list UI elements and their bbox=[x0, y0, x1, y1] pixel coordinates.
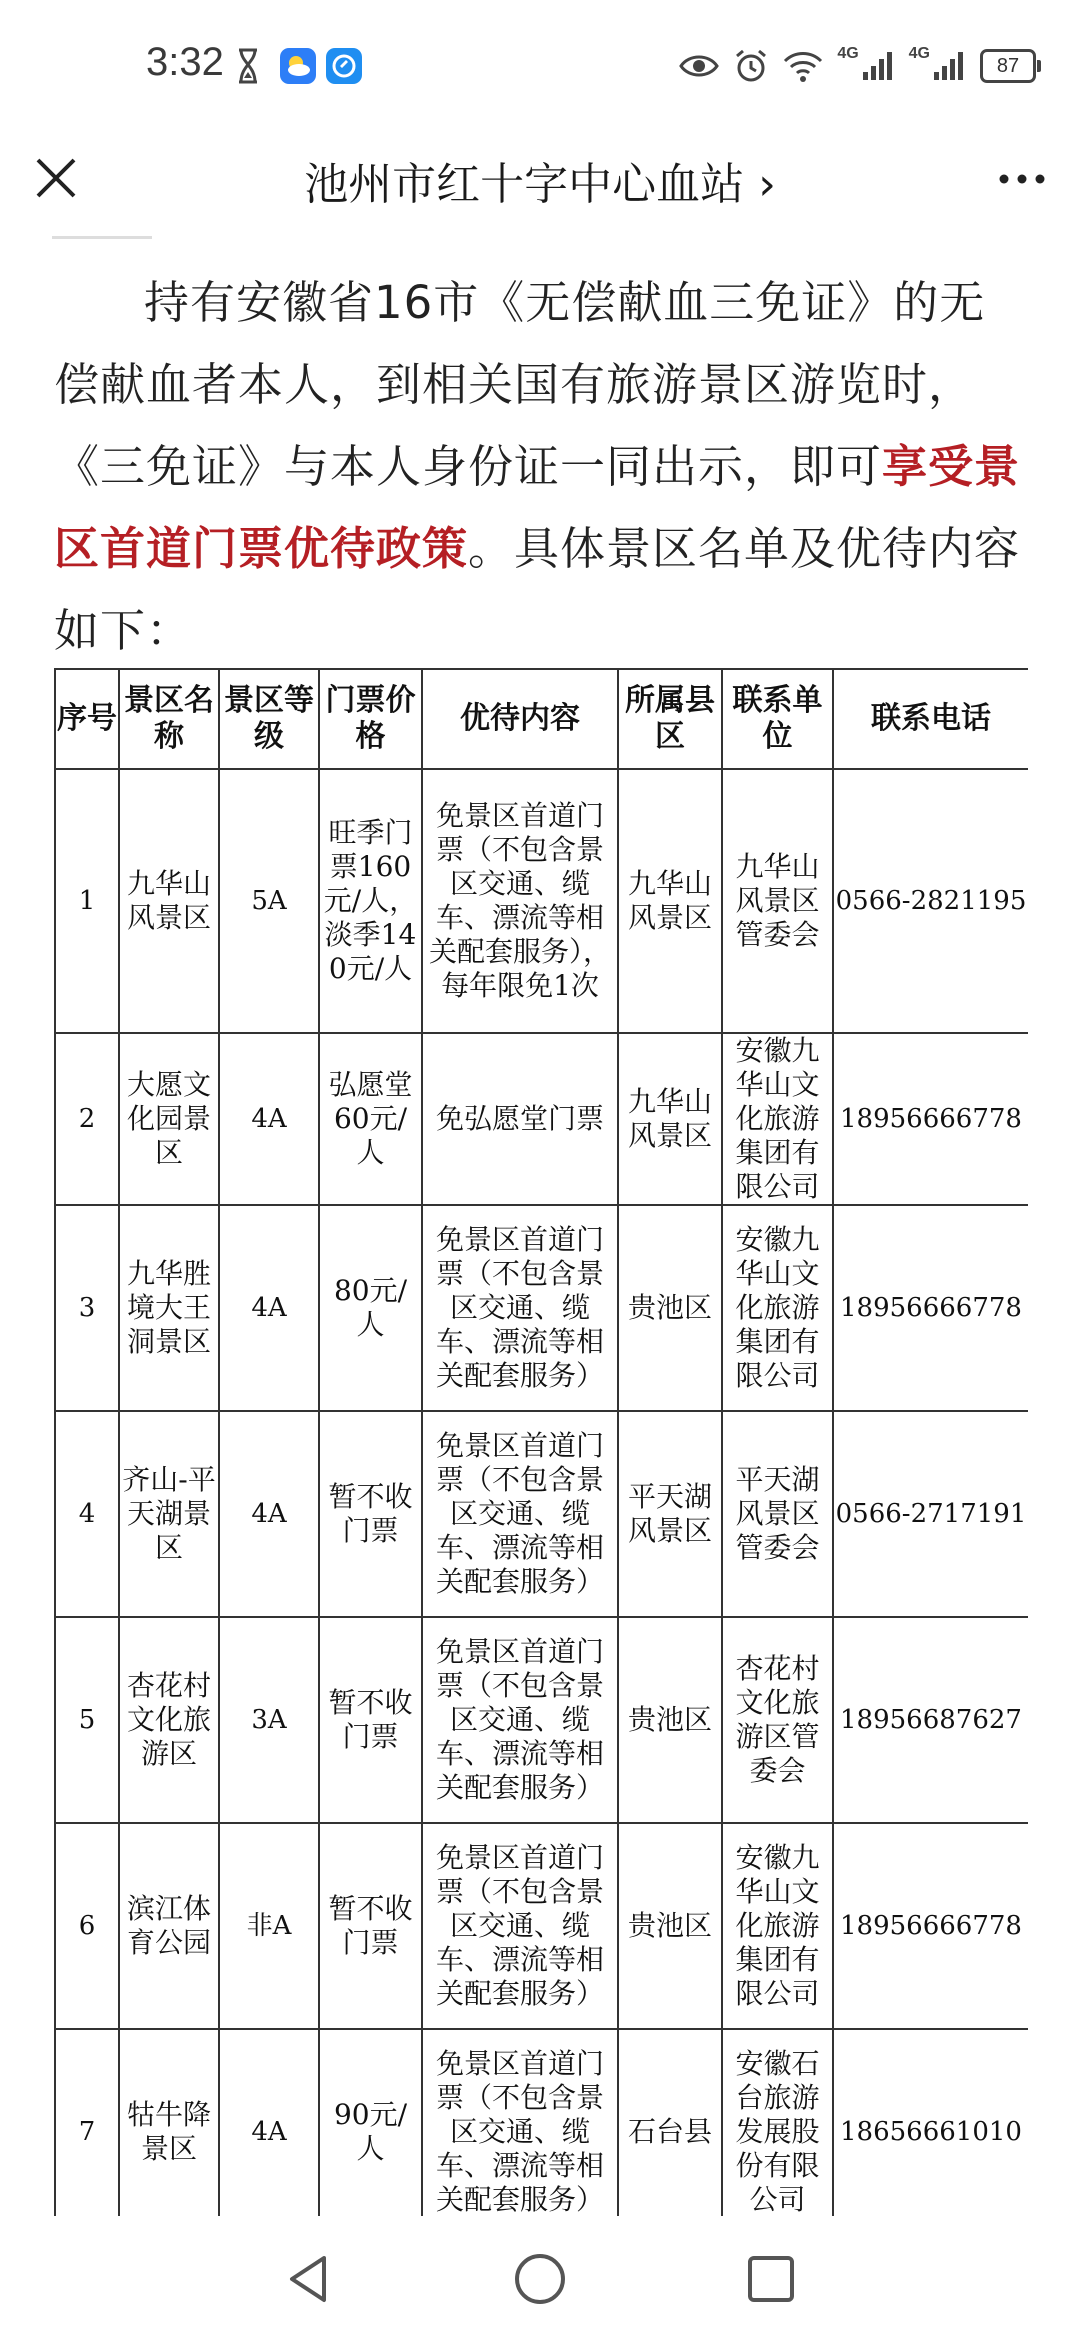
cell-name: 杏花村文化旅游区 bbox=[119, 1617, 219, 1823]
cell-benefit: 免景区首道门票（不包含景区交通、缆车、漂流等相关配套服务），每年限免1次 bbox=[422, 769, 618, 1033]
recents-square-icon[interactable] bbox=[742, 2250, 800, 2308]
header-cell: 联系电话 bbox=[833, 669, 1028, 769]
article-body bbox=[54, 262, 1029, 672]
network-type-1: 4G bbox=[837, 45, 859, 62]
cell-phone: 0566-2717191 bbox=[833, 1411, 1028, 1617]
table-row bbox=[55, 1617, 1028, 1823]
cell-price: 暂不收门票 bbox=[319, 1617, 422, 1823]
title-bar bbox=[0, 130, 1080, 230]
cell-level: 4A bbox=[219, 1205, 319, 1411]
alarm-icon bbox=[733, 48, 769, 84]
cell-contact-unit: 安徽石台旅游发展股份有限公司 bbox=[722, 2029, 833, 2216]
cell-benefit: 免景区首道门票（不包含景区交通、缆车、漂流等相关配套服务） bbox=[422, 1823, 618, 2029]
home-circle-icon[interactable] bbox=[511, 2250, 569, 2308]
back-triangle-icon[interactable] bbox=[280, 2250, 338, 2308]
cell-benefit: 免景区首道门票（不包含景区交通、缆车、漂流等相关配套服务） bbox=[422, 1411, 618, 1617]
cell-benefit: 免景区首道门票（不包含景区交通、缆车、漂流等相关配套服务） bbox=[422, 1205, 618, 1411]
cell-price: 旺季门票160元/人，淡季140元/人 bbox=[319, 769, 422, 1033]
cell-contact-unit: 平天湖风景区管委会 bbox=[722, 1411, 833, 1617]
cell-phone: 18956666778 bbox=[833, 1205, 1028, 1411]
article-text-2: 。具体景区名单及优待内容如下： bbox=[54, 522, 1021, 657]
cell-level: 3A bbox=[219, 1617, 319, 1823]
table-row bbox=[55, 1823, 1028, 2029]
cell-district: 贵池区 bbox=[618, 1823, 722, 2029]
cell-contact-unit: 安徽九华山文化旅游集团有限公司 bbox=[722, 1823, 833, 2029]
cell-name: 滨江体育公园 bbox=[119, 1823, 219, 2029]
cell-name: 九华胜境大王洞景区 bbox=[119, 1205, 219, 1411]
cell-level: 5A bbox=[219, 769, 319, 1033]
cell-name: 牯牛降景区 bbox=[119, 2029, 219, 2216]
cell-price: 暂不收门票 bbox=[319, 1411, 422, 1617]
cell-price: 弘愿堂 60元/人 bbox=[319, 1033, 422, 1205]
cell-level: 4A bbox=[219, 1033, 319, 1205]
cell-benefit: 免景区首道门票（不包含景区交通、缆车、漂流等相关配套服务） bbox=[422, 1617, 618, 1823]
cell-level: 4A bbox=[219, 2029, 319, 2216]
cell-phone: 18956666778 bbox=[833, 1823, 1028, 2029]
hourglass-icon bbox=[236, 46, 260, 86]
header-cell: 序号 bbox=[55, 669, 119, 769]
cell-index: 7 bbox=[55, 2029, 119, 2216]
cell-level: 4A bbox=[219, 1411, 319, 1617]
cell-contact-unit: 安徽九华山文化旅游集团有限公司 bbox=[722, 1205, 833, 1411]
cell-index: 4 bbox=[55, 1411, 119, 1617]
account-name[interactable]: 池州市红十字中心血站 bbox=[304, 159, 745, 210]
scenic-spot-table bbox=[54, 668, 1028, 2216]
cell-contact-unit: 杏花村文化旅游区管委会 bbox=[722, 1617, 833, 1823]
cell-benefit: 免景区首道门票（不包含景区交通、缆车、漂流等相关配套服务） bbox=[422, 2029, 618, 2216]
status-time: 3:32 bbox=[146, 40, 224, 84]
cell-benefit: 免弘愿堂门票 bbox=[422, 1033, 618, 1205]
cell-index: 5 bbox=[55, 1617, 119, 1823]
table-row bbox=[55, 1205, 1028, 1411]
table-row bbox=[55, 2029, 1028, 2216]
header-cell: 所属县区 bbox=[618, 669, 722, 769]
cell-district: 石台县 bbox=[618, 2029, 722, 2216]
chevron-right-icon[interactable]: › bbox=[758, 159, 776, 210]
page-title[interactable] bbox=[0, 148, 1080, 212]
eye-icon bbox=[679, 52, 719, 80]
signal-icon bbox=[861, 50, 895, 82]
cell-phone: 0566-2821195 bbox=[833, 769, 1028, 1033]
table-row bbox=[55, 769, 1028, 1033]
header-cell: 优待内容 bbox=[422, 669, 618, 769]
network-type-2: 4G bbox=[908, 45, 930, 62]
cell-price: 暂不收门票 bbox=[319, 1823, 422, 2029]
cell-index: 2 bbox=[55, 1033, 119, 1205]
header-cell: 联系单位 bbox=[722, 669, 833, 769]
header-cell: 景区名称 bbox=[119, 669, 219, 769]
cell-phone: 18956687627 bbox=[833, 1617, 1028, 1823]
cell-level: 非A bbox=[219, 1823, 319, 2029]
divider bbox=[52, 236, 152, 239]
cell-district: 贵池区 bbox=[618, 1617, 722, 1823]
scenic-spot-table-container bbox=[54, 668, 1028, 2216]
weather-app-icon bbox=[280, 48, 316, 84]
cell-name: 九华山风景区 bbox=[119, 769, 219, 1033]
cell-index: 1 bbox=[55, 769, 119, 1033]
system-nav-bar bbox=[0, 2216, 1080, 2340]
cell-index: 3 bbox=[55, 1205, 119, 1411]
wifi-icon bbox=[783, 49, 823, 83]
table-row bbox=[55, 1033, 1028, 1205]
table-header-row bbox=[55, 669, 1028, 769]
header-cell: 景区等级 bbox=[219, 669, 319, 769]
cell-index: 6 bbox=[55, 1823, 119, 2029]
header-cell: 门票价格 bbox=[319, 669, 422, 769]
status-bar bbox=[0, 0, 1080, 130]
battery-icon: 87 bbox=[980, 49, 1036, 83]
article-text-1: 持有安徽省16市《无偿献血三免证》的无偿献血者本人，到相关国有旅游景区游览时，《三免证》与本人身份证一同出示，即可 bbox=[54, 276, 986, 493]
cell-price: 80元/人 bbox=[319, 1205, 422, 1411]
cell-contact-unit: 九华山风景区管委会 bbox=[722, 769, 833, 1033]
cell-phone: 18956666778 bbox=[833, 1033, 1028, 1205]
table-row bbox=[55, 1411, 1028, 1617]
cell-district: 九华山风景区 bbox=[618, 1033, 722, 1205]
cell-district: 贵池区 bbox=[618, 1205, 722, 1411]
cell-contact-unit: 安徽九华山文化旅游集团有限公司 bbox=[722, 1033, 833, 1205]
cell-name: 齐山-平天湖景区 bbox=[119, 1411, 219, 1617]
signal-icon bbox=[932, 50, 966, 82]
cell-district: 九华山风景区 bbox=[618, 769, 722, 1033]
browser-app-icon bbox=[326, 48, 362, 84]
article-highlight: 享受景区首道门票优待政策 bbox=[54, 440, 1021, 575]
more-options-icon[interactable] bbox=[994, 156, 1050, 202]
cell-phone: 18656661010 bbox=[833, 2029, 1028, 2216]
cell-district: 平天湖风景区 bbox=[618, 1411, 722, 1617]
cell-name: 大愿文化园景区 bbox=[119, 1033, 219, 1205]
cell-price: 90元/人 bbox=[319, 2029, 422, 2216]
